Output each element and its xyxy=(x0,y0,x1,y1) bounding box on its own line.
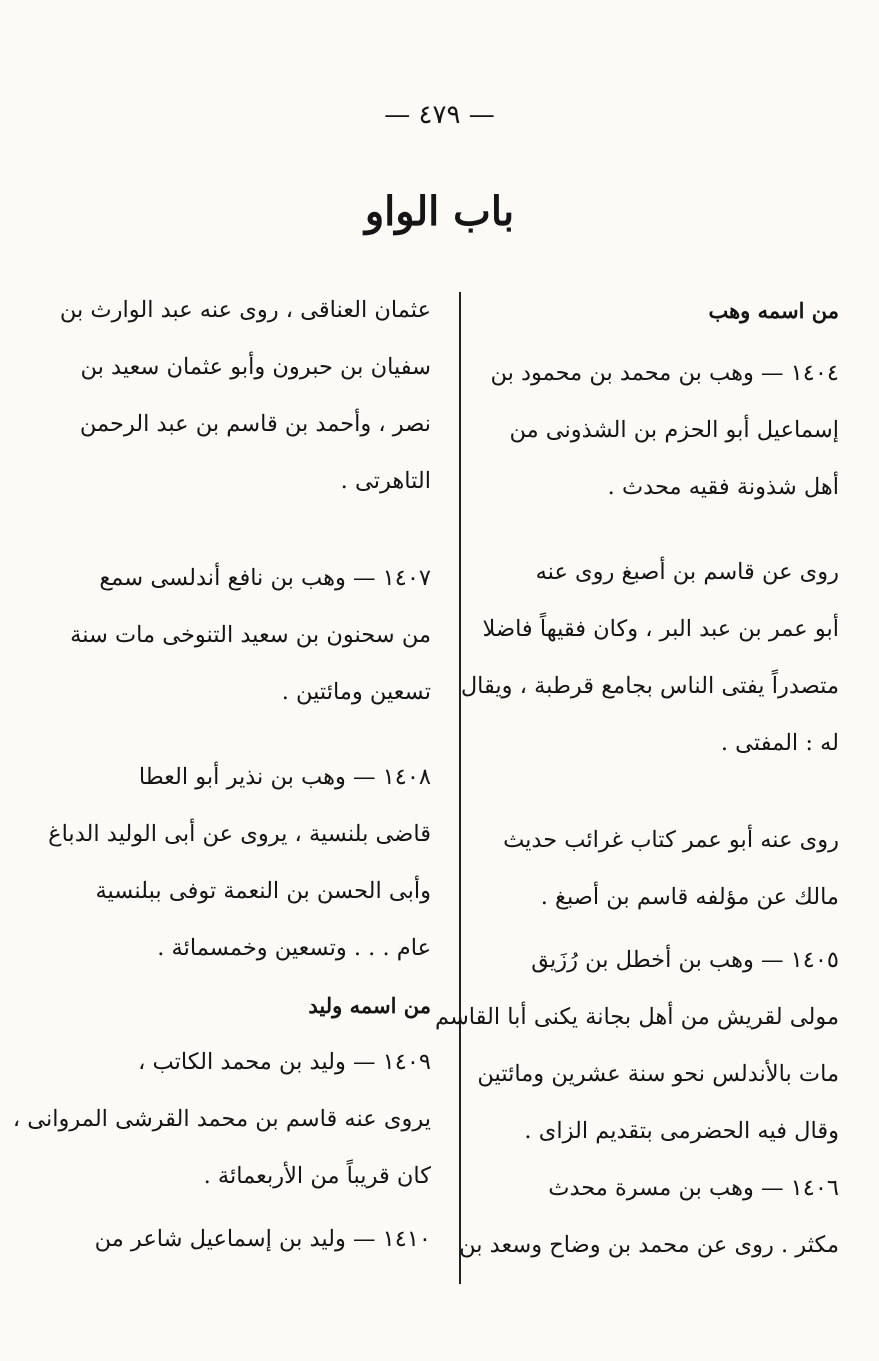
entry-1406 xyxy=(459,1160,839,1274)
text-line: ١٤٠٦ — وهب بن مسرة محدث xyxy=(548,1175,839,1201)
text-line: ١٤٠٤ — وهب بن محمد بن محمود بن xyxy=(490,360,839,386)
text-line: عثمان العناقى ، روى عنه عبد الوارث بن xyxy=(59,297,431,323)
text-line: متصدراً يفتى الناس بجامع قرطبة ، ويقال xyxy=(460,673,839,699)
entry-1407 xyxy=(70,550,431,721)
entry-1404 xyxy=(487,345,839,516)
text-line: مات بالأندلس نحو سنة عشرين ومائتين xyxy=(477,1061,839,1087)
text-line: وأبى الحسن بن النعمة توفى ببلنسية xyxy=(95,878,431,904)
text-line: روى عن قاسم بن أصبغ روى عنه xyxy=(535,559,839,585)
spacer xyxy=(79,721,431,749)
text-line: مالك عن مؤلفه قاسم بن أصبغ . xyxy=(540,884,839,910)
entry-1408 xyxy=(48,749,431,977)
text-line: له : المفتى . xyxy=(720,730,839,756)
text-line: أهل شذونة فقيه محدث . xyxy=(607,474,839,500)
text-line: التاهرتى . xyxy=(340,468,431,494)
paragraph xyxy=(460,544,839,772)
spacer xyxy=(487,516,839,544)
right-column xyxy=(434,282,839,1274)
text-line: عام . . . وتسعين وخمسمائة . xyxy=(157,935,431,961)
left-column xyxy=(12,282,431,1268)
text-line: سفيان بن حبرون وأبو عثمان سعيد بن xyxy=(80,354,431,380)
entry-1409 xyxy=(12,1034,431,1205)
text-line: مكثر . روى عن محمد بن وضاح وسعد بن xyxy=(459,1232,839,1258)
text-line: إسماعيل أبو الحزم بن الشذونى من xyxy=(509,417,839,443)
text-line: ١٤٠٨ — وهب بن نذير أبو العطا xyxy=(138,764,431,790)
text-line: ١٤٠٥ — وهب بن أخطل بن رُزَيق xyxy=(531,947,839,973)
text-line: نصر ، وأحمد بن قاسم بن عبد الرحمن xyxy=(79,411,431,437)
text-line: تسعين ومائتين . xyxy=(281,679,431,705)
paragraph xyxy=(487,812,839,926)
column-divider xyxy=(459,292,461,1284)
chapter-title: باب الواو xyxy=(364,188,515,235)
text-line: ١٤٠٩ — وليد بن محمد الكاتب ، xyxy=(138,1049,431,1075)
text-line: ١٤٠٧ — وهب بن نافع أندلسى سمع xyxy=(99,565,431,591)
text-line: ١٤١٠ — وليد بن إسماعيل شاعر من xyxy=(94,1226,431,1252)
entry-1410 xyxy=(79,1211,431,1268)
entry-1406-continued xyxy=(59,282,431,510)
spacer xyxy=(487,772,839,812)
entry-1405 xyxy=(434,932,839,1160)
text-line: من سحنون بن سعيد التنوخى مات سنة xyxy=(70,622,431,648)
text-line: أبو عمر بن عبد البر ، وكان فقيهاً فاضلا xyxy=(482,616,839,642)
text-line: مولى لقريش من أهل بجانة يكنى أبا القاسم xyxy=(434,1004,839,1030)
text-line: يروى عنه قاسم بن محمد القرشى المروانى ، xyxy=(12,1106,431,1132)
section-heading-wahb: من اسمه وهب xyxy=(708,298,839,323)
text-line: كان قريباً من الأربعمائة . xyxy=(203,1163,431,1189)
text-line: قاضى بلنسية ، يروى عن أبى الوليد الدباغ xyxy=(48,821,431,847)
section-heading-walid: من اسمه وليد xyxy=(308,993,431,1018)
text-line: روى عنه أبو عمر كتاب غرائب حديث xyxy=(503,827,839,853)
text-line: وقال فيه الحضرمى بتقديم الزاى . xyxy=(524,1118,839,1144)
spacer xyxy=(79,510,431,550)
page-number: — ٤٧٩ — xyxy=(384,100,495,130)
